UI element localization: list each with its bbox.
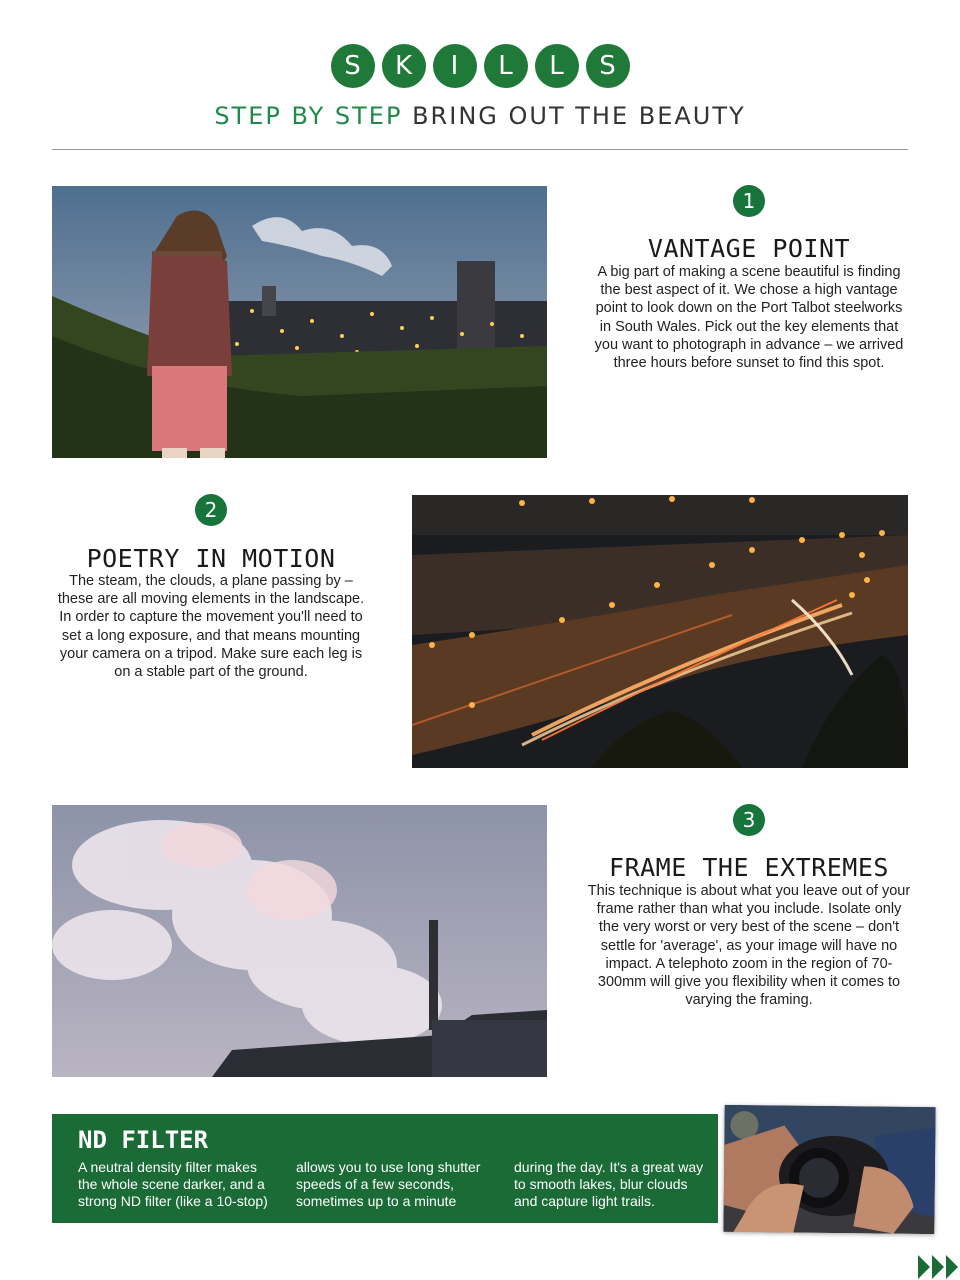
steam-stack-photo	[52, 805, 547, 1077]
next-page-arrows-icon[interactable]	[918, 1254, 960, 1280]
skills-letter-circle: K	[382, 44, 426, 88]
step-title: FRAME THE EXTREMES	[609, 853, 889, 882]
nd-filter-column: allows you to use long shutter speeds of a few seconds, sometimes up to a minute	[296, 1159, 481, 1209]
skills-heading	[0, 44, 960, 88]
subtitle-highlight: STEP BY STEP	[214, 102, 403, 130]
nd-filter-column: A neutral density filter makes the whole scene darker, and a strong ND filter (like a 10-stop)	[78, 1159, 268, 1209]
skills-letter-circle: S	[331, 44, 375, 88]
step-number-badge: 2	[195, 494, 227, 526]
skills-letter-circle: L	[535, 44, 579, 88]
header-divider	[52, 149, 908, 150]
light-trails-photo	[412, 495, 908, 768]
skills-letter-circle: L	[484, 44, 528, 88]
step-number-badge: 3	[733, 804, 765, 836]
step-body: The steam, the clouds, a plane passing by – these are all moving elements in the landscape. In order to capture the movement you'll need to set a long exposure, and that means mounting your camera on a tripod. Make sure each leg is on a stable part of the ground.	[57, 573, 365, 681]
nd-filter-photo	[723, 1105, 935, 1234]
subtitle-text: BRING OUT THE BEAUTY	[412, 102, 746, 130]
page-subtitle	[0, 102, 960, 130]
step-title: VANTAGE POINT	[647, 234, 851, 263]
vantage-point-photo	[52, 186, 547, 458]
nd-filter-column: during the day. It's a great way to smooth lakes, blur clouds and capture light trails.	[514, 1159, 704, 1209]
step-title: POETRY IN MOTION	[86, 544, 336, 573]
step-body: A big part of making a scene beautiful is finding the best aspect of it. We chose a high vantage point to look down on the Port Talbot steelworks in South Wales. Pick out the key elements that you want to photograph in advance – we arrived three hours before sunset to find this spot.	[594, 264, 904, 372]
skills-letter-circle: I	[433, 44, 477, 88]
step-body: This technique is about what you leave out of your frame rather than what you include. Isolate only the very worst or very best of the scene – don't settle for 'average', as your image will have no impact. A telephoto zoom in the region of 70-300mm will give you flexibility when it comes to varying the framing.	[587, 883, 911, 1009]
step-number-badge: 1	[733, 185, 765, 217]
nd-filter-title: ND FILTER	[78, 1126, 209, 1154]
skills-letter-circle: S	[586, 44, 630, 88]
nd-filter-box	[52, 1114, 718, 1223]
